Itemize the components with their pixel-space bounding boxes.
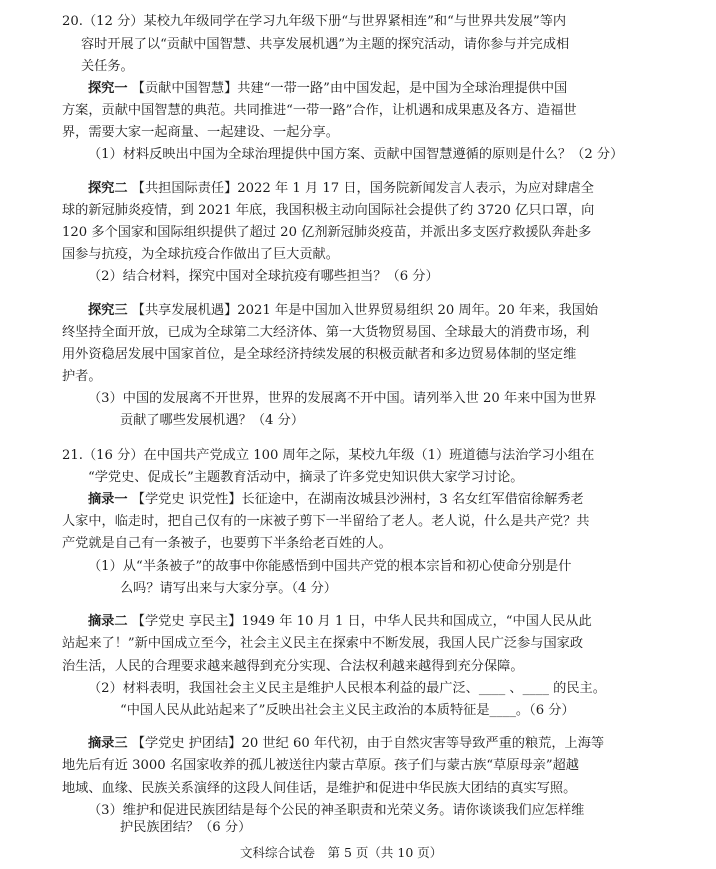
q20-question-1: （1）材料反映出中国为全球治理提供中国方案、贡献中国智慧遵循的原则是什么？（2 分）	[88, 147, 624, 163]
q20-inquiry2-line-3: 120 多个国家和国际组织提供了超过 20 亿剂新冠肺炎疫苗，并派出多支医疗救援队奔赴多	[62, 225, 592, 240]
q21-excerpt2-line-3: 治生活，人民的合理要求越来越得到充分实现、合法权利越来越得到充分保障。	[62, 658, 524, 674]
q21-excerpt3-line-2: 地先后有近 3000 名国家收养的孤儿被送往内蒙古草原。孩子们与蒙古族“草原母亲”超越	[62, 758, 579, 774]
q21-question-2-line-1: （2）材料表明，我国社会主义民主是维护人民根本利益的最广泛、____ 、____ 的民主。	[88, 680, 606, 696]
q21-excerpt1-line-3: 产党就是自己有一条被子，也要剪下半条给老百姓的人。	[62, 536, 392, 552]
q20-inquiry2-label: 探究二	[88, 180, 128, 196]
q20-question-3-line-1: （3）中国的发展离不开世界，世界的发展离不开中国。请列举入世 20 年来中国为世界	[88, 391, 597, 407]
q21-excerpt1-line-1: 摘录一 【学党史 识党性】长征途中，在湖南汝城县沙洲村，3 名女红军借宿徐解秀老	[88, 492, 584, 508]
q20-inquiry3-line-3: 用外资稳居发展中国家首位，是全球经济持续发展的积极贡献者和多边贸易体制的坚定维	[62, 347, 577, 363]
q21-stem-line-1: 21.（16 分）在中国共产党成立 100 周年之际，某校九年级（1）班道德与法治学习小组在	[62, 448, 595, 463]
q20-stem-line-1: 20.（12 分）某校九年级同学在学习九年级下册“与世界紧相连”和“与世界共发展”等内	[62, 14, 567, 30]
q20-inquiry3-line-4: 护者。	[62, 369, 102, 385]
q20-inquiry2-line-2: 球的新冠肺炎疫情，到 2021 年底，我国积极主动向国际社会提供了约 3720 亿只口罩，向	[62, 202, 595, 218]
q21-question-3-line-1: （3）维护和促进民族团结是每个公民的神圣职责和光荣义务。请你谈谈我们应怎样维	[88, 802, 585, 818]
q21-excerpt1-label: 摘录一	[88, 492, 128, 508]
q21-stem-line-2: “学党史、促成长”主题教育活动中，摘录了许多党史知识供大家学习讨论。	[88, 470, 524, 486]
q21-excerpt3-line-3: 地域、血缘、民族关系演绎的这段人间佳话，是维护和促进中华民族大团结的真实写照。	[62, 780, 577, 796]
q20-question-3-line-2: 贡献了哪些发展机遇？（4 分）	[120, 413, 305, 429]
q21-excerpt2-line-1: 摘录二 【学党史 享民主】1949 年 10 月 1 日，中华人民共和国成立，“中国人民从此	[88, 614, 592, 630]
q20-inquiry3-line-2: 终坚持全面开放，已成为全球第二大经济体、第一大货物贸易国、全球最大的消费市场，利	[62, 324, 590, 340]
q21-excerpt1-line-2: 人家中，临走时，把自己仅有的一床被子剪下一半留给了老人。老人说，什么是共产党？共	[62, 514, 590, 530]
q20-question-2: （2）结合材料，探究中国对全球抗疫有哪些担当？（6 分）	[88, 269, 439, 285]
q21-question-2-line-2: “中国人民从此站起来了”反映出社会主义民主政治的本质特征是____。（6 分）	[120, 702, 575, 718]
q21-question-1-line-2: 么吗？请写出来与大家分享。（4 分）	[120, 580, 337, 596]
q20-stem-line-2: 容时开展了以“贡献中国智慧、共享发展机遇”为主题的探究活动，请你参与并完成相	[81, 36, 570, 52]
q21-question-1-line-1: （1）从“半条被子”的故事中你能感悟到中国共产党的根本宗旨和初心使命分别是什	[88, 558, 572, 574]
q20-inquiry2-line-4: 国参与抗疫，为全球抗疫合作做出了巨大贡献。	[62, 247, 339, 263]
q21-excerpt3-line-1: 摘录三 【学党史 护团结】20 世纪 60 年代初，由于自然灾害等导致严重的粮荒，上海等	[88, 736, 605, 752]
q20-inquiry1-label: 探究一	[88, 80, 128, 96]
q21-excerpt2-label: 摘录二	[88, 614, 128, 630]
page-footer: 文科综合试卷 第 5 页（共 10 页）	[240, 845, 443, 860]
q20-inquiry3-label: 探究三	[88, 302, 128, 318]
q21-excerpt3-label: 摘录三	[88, 736, 128, 752]
q21-question-3-line-2: 护民族团结？（6 分）	[120, 820, 252, 835]
q20-inquiry1-line-3: 界，需要大家一起商量、一起建设、一起分享。	[62, 125, 339, 141]
q20-inquiry3-line-1: 探究三 【共享发展机遇】2021 年是中国加入世界贸易组织 20 周年。20 年来，我国始	[88, 302, 599, 318]
q20-inquiry1-line-2: 方案，贡献中国智慧的典范。共同推进“一带一路”合作，让机遇和成果惠及各方、造福世	[62, 102, 577, 118]
q21-excerpt2-line-2: 站起来了！”新中国成立至今，社会主义民主在探索中不断发展，我国人民广泛参与国家政	[62, 636, 584, 652]
q20-stem-line-3: 关任务。	[81, 58, 134, 74]
q20-inquiry2-line-1: 探究二 【共担国际责任】2022 年 1 月 17 日，国务院新闻发言人表示，为应对肆虐全	[88, 180, 594, 196]
q20-inquiry1-line-1: 探究一 【贡献中国智慧】共建“一带一路”由中国发起，是中国为全球治理提供中国	[88, 80, 568, 96]
